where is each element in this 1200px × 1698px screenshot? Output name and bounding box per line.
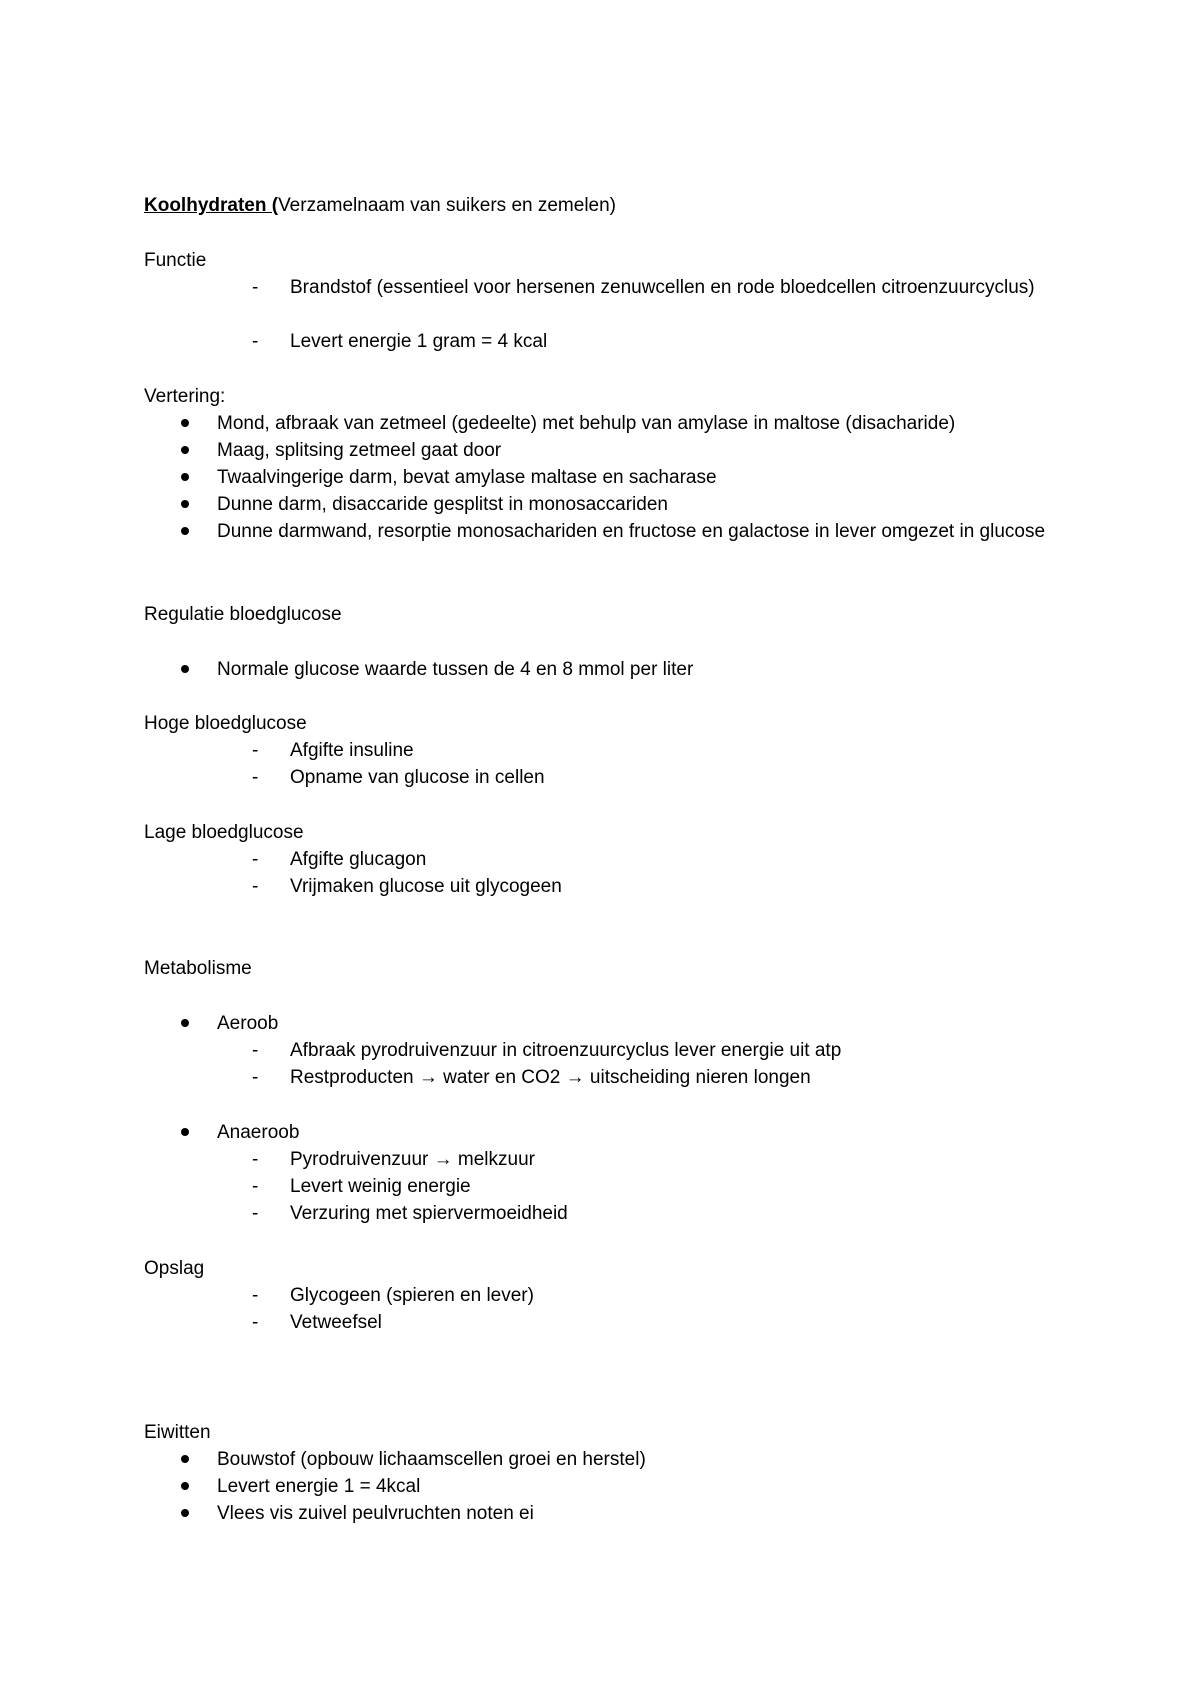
dash-marker: - xyxy=(252,1312,259,1333)
bullet-marker xyxy=(181,1509,189,1517)
bullet-marker xyxy=(181,1455,189,1463)
list-item-text: Normale glucose waarde tussen de 4 en 8 mmol per liter xyxy=(217,659,694,680)
dash-marker: - xyxy=(252,767,259,788)
list-item-text: Vrijmaken glucose uit glycogeen xyxy=(290,876,562,897)
list-item-text: Verzuring met spiervermoeidheid xyxy=(290,1203,568,1224)
heading-eiwitten: Eiwitten xyxy=(144,1422,211,1443)
heading-vertering: Vertering: xyxy=(144,386,226,407)
dash-marker: - xyxy=(252,740,259,761)
list-item-text: Bouwstof (opbouw lichaamscellen groei en herstel) xyxy=(217,1449,646,1470)
list-item-text: Mond, afbraak van zetmeel (gedeelte) met behulp van amylase in maltose (disacharide) xyxy=(217,413,956,434)
list-item-text: Aeroob xyxy=(217,1013,279,1034)
heading-lage-bloedglucose: Lage bloedglucose xyxy=(144,822,304,843)
page-title xyxy=(144,192,616,219)
bullet-marker xyxy=(181,527,189,535)
list-item-text: Levert weinig energie xyxy=(290,1176,471,1197)
list-item-text: Pyrodruivenzuur → melkzuur xyxy=(290,1149,535,1170)
list-item-text: Glycogeen (spieren en lever) xyxy=(290,1285,534,1306)
bullet-marker xyxy=(181,419,189,427)
heading-opslag: Opslag xyxy=(144,1258,205,1279)
list-item-text: Restproducten → water en CO2 → uitscheiding nieren longen xyxy=(290,1067,811,1088)
list-item-text: Vetweefsel xyxy=(290,1312,382,1333)
dash-marker: - xyxy=(252,1203,259,1224)
dash-marker: - xyxy=(252,1285,259,1306)
list-item-text: Dunne darmwand, resorptie monosachariden en fructose en galactose in lever omgezet in glucose xyxy=(217,521,1046,542)
heading-regulatie: Regulatie bloedglucose xyxy=(144,604,342,625)
bullet-marker xyxy=(181,500,189,508)
heading-hoge-bloedglucose: Hoge bloedglucose xyxy=(144,713,307,734)
list-item-text: Levert energie 1 = 4kcal xyxy=(217,1476,421,1497)
list-item-text: Opname van glucose in cellen xyxy=(290,767,545,788)
dash-marker: - xyxy=(252,1176,259,1197)
dash-marker: - xyxy=(252,1067,259,1088)
list-item-text: Vlees vis zuivel peulvruchten noten ei xyxy=(217,1503,534,1524)
heading-metabolisme: Metabolisme xyxy=(144,958,252,979)
list-item xyxy=(0,274,1200,328)
list-item-text: Dunne darm, disaccaride gesplitst in monosaccariden xyxy=(217,494,668,515)
dash-marker: - xyxy=(252,1149,259,1170)
dash-marker: - xyxy=(252,331,259,352)
list-item-text: Maag, splitsing zetmeel gaat door xyxy=(217,440,502,461)
list-item-text: Afbraak pyrodruivenzuur in citroenzuurcyclus lever energie uit atp xyxy=(290,1040,842,1061)
bullet-marker xyxy=(181,473,189,481)
dash-marker: - xyxy=(252,277,259,298)
bullet-marker xyxy=(181,1019,189,1027)
list-item-text: Afgifte glucagon xyxy=(290,849,427,870)
bullet-marker xyxy=(181,665,189,673)
list-item-text: Afgifte insuline xyxy=(290,740,414,761)
title-bold: Koolhydraten ( xyxy=(144,195,279,216)
list-item-text: Twaalvingerige darm, bevat amylase maltase en sacharase xyxy=(217,467,717,488)
dash-marker: - xyxy=(252,849,259,870)
dash-marker: - xyxy=(252,1040,259,1061)
dash-marker: - xyxy=(252,876,259,897)
title-rest: Verzamelnaam van suikers en zemelen) xyxy=(278,195,616,216)
bullet-marker xyxy=(181,1482,189,1490)
bullet-marker xyxy=(181,1128,189,1136)
list-item-text: Anaeroob xyxy=(217,1122,300,1143)
heading-functie: Functie xyxy=(144,250,207,271)
list-item-text: Levert energie 1 gram = 4 kcal xyxy=(290,331,548,352)
list-item-text: Brandstof (essentieel voor hersenen zenuwcellen en rode bloedcellen citroenzuurcyclus) xyxy=(290,277,1035,298)
bullet-marker xyxy=(181,446,189,454)
